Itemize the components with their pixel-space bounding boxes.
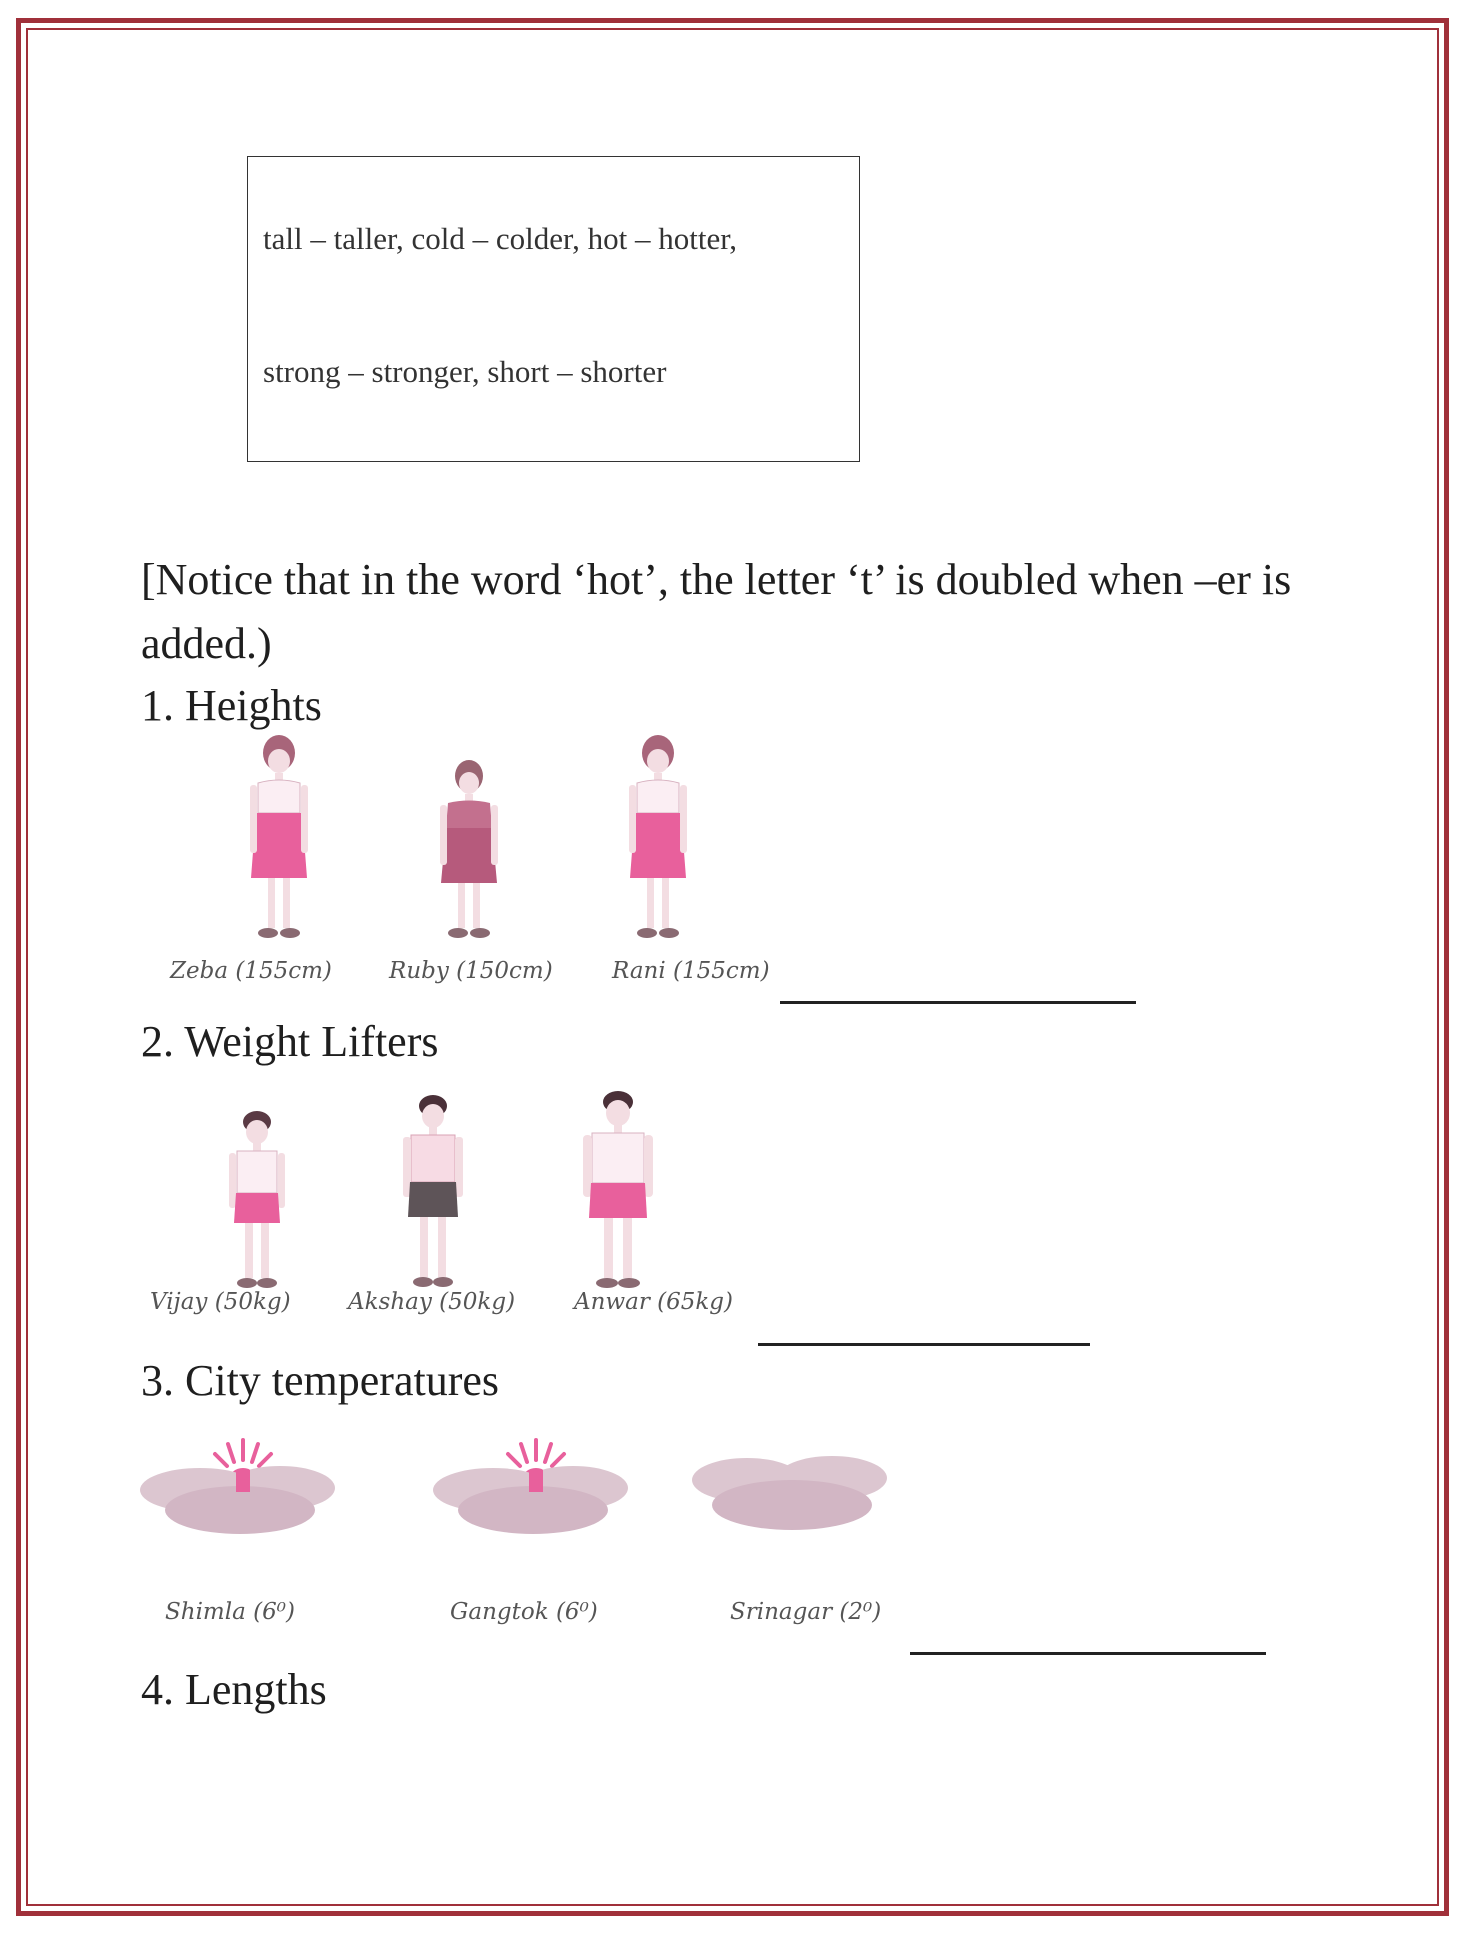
notice-paragraph: [Notice that in the word ‘hot’, the letter ‘t’ is doubled when –er is added.) (141, 555, 1292, 668)
caption-shimla: Shimla (6⁰) (165, 1599, 295, 1625)
heading-weight-lifters: 2. Weight Lifters (141, 1017, 439, 1066)
cloud-icon (692, 1440, 887, 1540)
caption-ruby: Ruby (150cm) (389, 958, 553, 984)
comparative-words-line-1: tall – taller, cold – colder, hot – hotter, (263, 221, 738, 256)
girl-icon (623, 733, 693, 943)
girl-icon (434, 758, 504, 943)
comparative-words-box (247, 156, 860, 462)
boy-icon (578, 1088, 658, 1293)
comparative-words-line-2: strong – stronger, short – shorter (263, 354, 667, 389)
caption-rani: Rani (155cm) (612, 958, 770, 984)
heading-city-temperatures: 3. City temperatures (141, 1356, 500, 1405)
caption-gangtok: Gangtok (6⁰) (450, 1599, 598, 1625)
answer-line-heights[interactable] (780, 1001, 1136, 1004)
caption-akshay: Akshay (50kg) (348, 1289, 516, 1315)
caption-zeba: Zeba (155cm) (170, 958, 332, 984)
answer-line-weight-lifters[interactable] (758, 1343, 1090, 1346)
boy-icon (398, 1092, 468, 1292)
heading-heights: 1. Heights (141, 681, 322, 730)
caption-vijay: Vijay (50kg) (150, 1289, 291, 1315)
caption-anwar: Anwar (65kg) (574, 1289, 734, 1315)
heading-lengths: 4. Lengths (141, 1665, 327, 1714)
cloud-sun-icon (433, 1430, 628, 1540)
caption-srinagar: Srinagar (2⁰) (730, 1599, 882, 1625)
cloud-sun-icon (140, 1430, 335, 1540)
answer-line-city-temperatures[interactable] (910, 1652, 1266, 1655)
girl-icon (244, 733, 314, 943)
boy-icon (222, 1108, 292, 1293)
